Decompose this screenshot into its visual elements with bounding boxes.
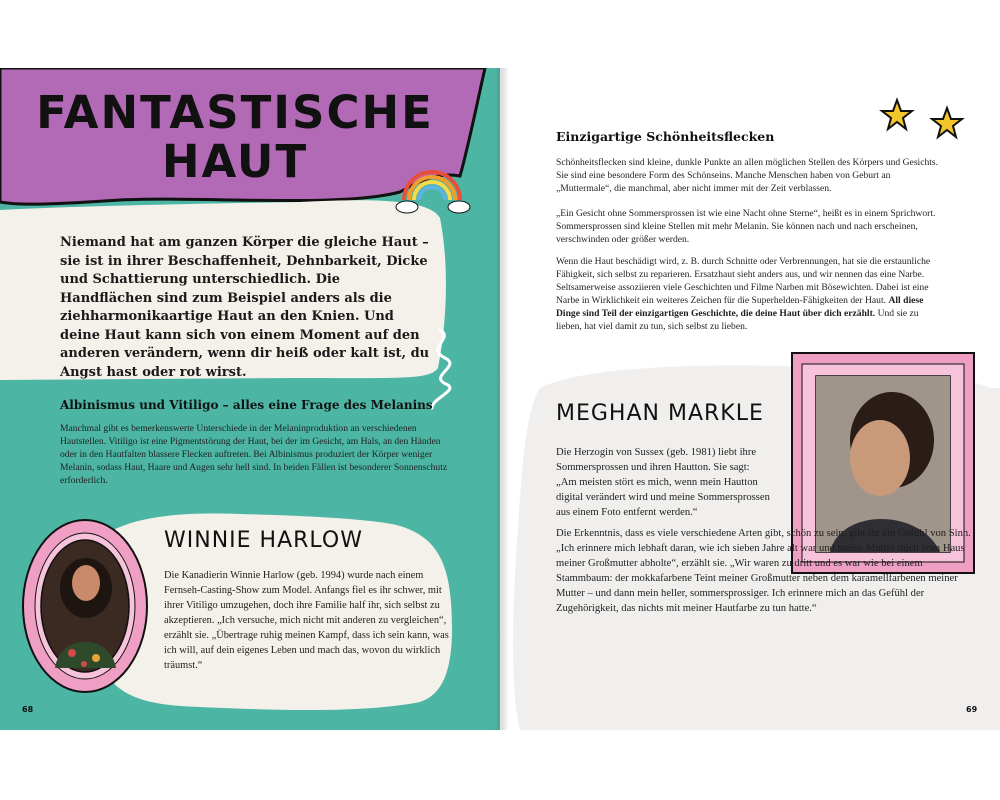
left-page (0, 68, 500, 730)
para-3-text: Wenn die Haut beschädigt wird, z. B. durch Schnitte oder Verbrennungen, hat sie die erstaunliche Fähigkeit, sich selbst zu reparieren. Ersatzhaut sieht anders aus, und wir nennen das eine Narbe. Seltsamerweise assoziieren viele Geschichten und Filme Narben mit Bösewichten. Dabei ist eine Narbe in Wirklichkeit ein weiteres Zeichen für die Superhelden-Fähigkeiten der Haut. (556, 256, 931, 306)
intro-paragraph: Niemand hat am ganzen Körper die gleiche Haut – sie ist in ihrer Beschaffenheit, Dehnbarkeit, Dicke und Schattierung unterschiedlich. Die Handflächen sind zum Beispiel anders als die ziehharmonikaartige Haut an den Knien. Und deine Haut kann sich von einem Moment auf den anderen verändern, wenn dir heiß oder kalt ist, du Angst hast oder rot wirst. (60, 235, 430, 380)
albinism-heading: Albinismus und Vitiligo – alles eine Frage des Melanins (60, 398, 433, 412)
star-icon (882, 100, 912, 129)
page-number-right: 69 (966, 705, 978, 714)
meghan-text-2: Die Erkenntnis, dass es viele verschiedene Arten gibt, schön zu sein, gibt ihr ein Gefühl von Sinn. „Ich erinnere mich lebhaft daran, wie ich sieben Jahre alt war und meine Mutter mich vom Haus meiner Großmutter abholte“, erzählt sie. „Wir waren zu dritt und es war wie bei einem Stammbaum: der mokkafarbene Teint meiner Großmutter neben dem karamellfarbenen meiner Mutter – und dann mein heller, sommersprossiger. Ich erinnere mich an das Gefühl der Zugehörigkeit, das nichts mit meiner Hautfarbe zu tun hatte.“ (556, 528, 971, 614)
para-3-end: Und sie zu lieben, hat viel damit zu tun, sich selbst zu lieben. (556, 308, 919, 332)
winnie-name: WINNIE HARLOW (164, 528, 363, 553)
beauty-marks-heading: Einzigartige Schönheitsflecken (556, 129, 775, 144)
title-line-1: FANTASTISCHE (36, 86, 434, 139)
book-gutter (495, 68, 509, 730)
right-page (500, 68, 1000, 730)
beauty-marks-para-2: „Ein Gesicht ohne Sommersprossen ist wie eine Nacht ohne Sterne“, heißt es in einem Sprichwort. Sommersprossen sind kleine Stellen mit mehr Melanin. Sie können nach und nach erscheinen, verschwinden oder größer werden. (556, 208, 936, 245)
page-number-left: 68 (22, 705, 34, 714)
albinism-text: Manchmal gibt es bemerkenswerte Unterschiede in der Melaninproduktion an verschiedenen Hautstellen. Vitiligo ist eine Pigmentstörung der Haut, bei der im Gesicht, am Hals, an den Händen oder in den Hautfalten blassere Flecken auftreten. Bei Albinismus produziert der Körper weniger Melanin, sodass Haut, Haare und Augen sehr hell sind. In beiden Fällen ist besonderer Sonnenschutz erforderlich. (60, 423, 448, 486)
meghan-text-1: Die Herzogin von Sussex (geb. 1981) liebt ihre Sommersprossen und ihren Hautton. Sie sagt: „Am meisten stört es mich, wenn mein Hautton digital verändert wird und meine Sommersprossen aus einem Foto entfernt werden.“ (556, 447, 770, 518)
star-icon (932, 108, 962, 137)
title-line-2: HAUT (161, 135, 309, 188)
page-title (0, 88, 470, 186)
meghan-name: MEGHAN MARKLE (556, 401, 764, 426)
beauty-marks-para-3 (556, 255, 940, 333)
winnie-text: Die Kanadierin Winnie Harlow (geb. 1994) wurde nach einem Fernseh-Casting-Show zum Model. Anfangs fiel es ihr schwer, mit ihrer Vitiligo umzugehen, doch ihre Familie half ihr, sich selbst zu akzeptieren. „Ich versuche, mich nicht mit anderen zu vergleichen“, erzählt sie. „Übertrage ruhig meinen Kampf, dass ich sein kann, was ich will, auf dein eigenes Leben und mach das, wovon du wirklich träumst.“ (164, 570, 449, 671)
beauty-marks-para-1: Schönheitsflecken sind kleine, dunkle Punkte an allen möglichen Stellen des Körpers und Gesichts. Sie sind eine besondere Form des Schönseins. Manche Menschen haben von Geburt an „Muttermale“, die manchmal, aber nicht immer mit der Zeit verblassen. (556, 157, 939, 194)
para-3-bold: All diese Dinge sind Teil der einzigartigen Geschichte, die deine Haut über dich erzählt. (556, 295, 924, 319)
book-spread (0, 68, 1000, 730)
winnie-photo-frame (23, 520, 147, 692)
